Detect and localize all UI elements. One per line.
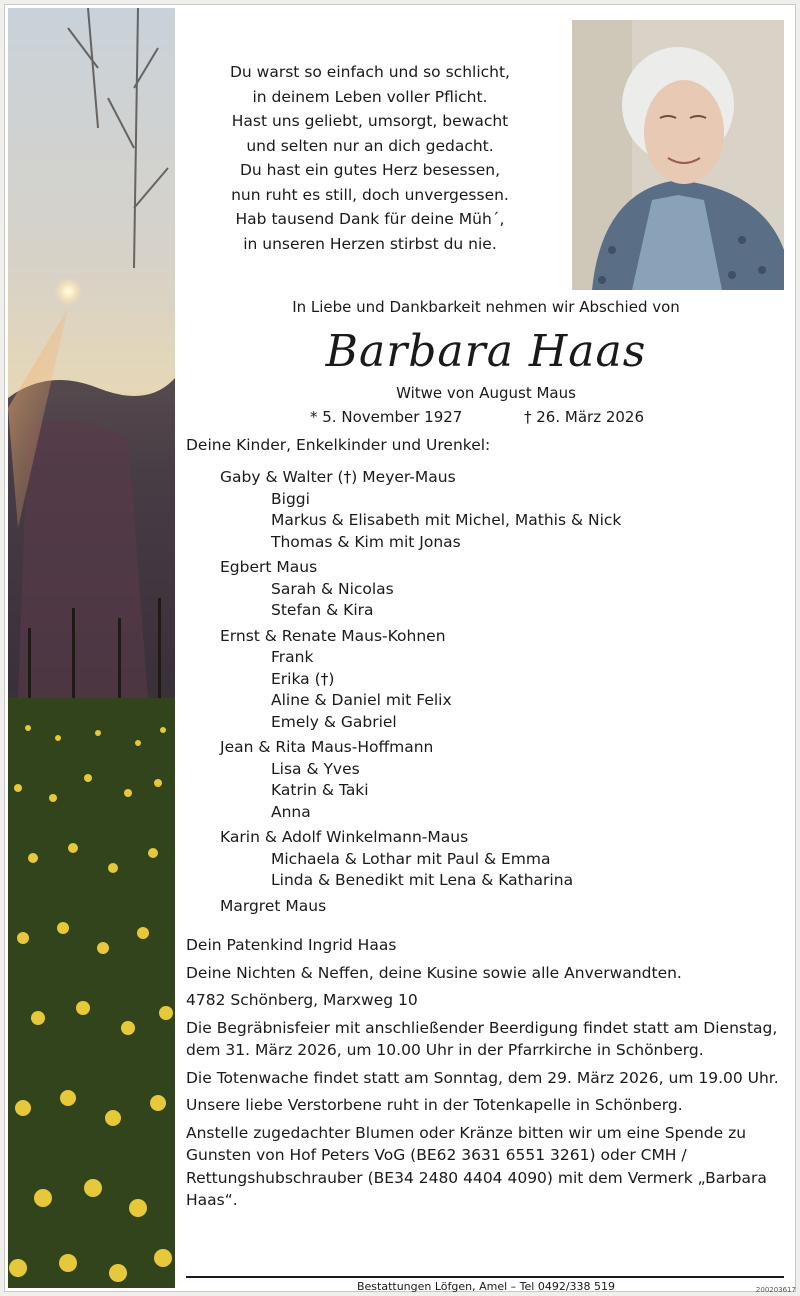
family-child: Sarah & Nicolas (271, 579, 394, 598)
daffodil-landscape-image (8, 8, 175, 1288)
notice-details (186, 934, 792, 1217)
family-group (180, 626, 792, 734)
death-date: † 26. März 2026 (524, 408, 645, 426)
poem-line: Du warst so einfach und so schlicht, (230, 63, 510, 81)
family-list (180, 463, 792, 917)
birth-date: * 5. November 1927 (310, 408, 463, 426)
family-parent: Karin & Adolf Winkelmann-Maus (220, 828, 469, 846)
relatives: Deine Nichten & Neffen, deine Kusine sowie alle Anverwandten. (186, 963, 682, 982)
family-child: Frank (271, 648, 314, 666)
family-parent: Jean & Rita Maus-Hoffmann (220, 738, 434, 756)
family-group (180, 467, 792, 553)
family-child: Aline & Daniel mit Felix (271, 691, 452, 709)
resting-place: Unsere liebe Verstorbene ruht in der Totenkapelle in Schönberg. (186, 1096, 683, 1114)
godchild: Dein Patenkind Ingrid Haas (186, 936, 397, 954)
undertaker-footer: Bestattungen Löfgen, Amel – Tel 0492/338 519 (356, 1280, 616, 1293)
family-child: Lisa & Yves (271, 759, 360, 778)
family-parent: Ernst & Renate Maus-Kohnen (220, 626, 446, 645)
address: 4782 Schönberg, Marxweg 10 (186, 991, 418, 1009)
family-group (180, 896, 792, 918)
family-parent: Egbert Maus (220, 558, 318, 576)
family-child: Thomas & Kim mit Jonas (271, 532, 461, 551)
wake-info: Die Totenwache findet statt am Sonntag, dem 29. März 2026, um 19.00 Uhr. (186, 1068, 779, 1087)
family-child: Anna (271, 802, 311, 821)
family-heading: Deine Kinder, Enkelkinder und Urenkel: (186, 436, 491, 454)
portrait-photo (572, 20, 784, 290)
family-child: Emely & Gabriel (271, 712, 397, 731)
family-parent: Gaby & Walter (†) Meyer-Maus (220, 468, 456, 486)
donation-request: Anstelle zugedachter Blumen oder Kränze bitten wir um eine Spende zu Gunsten von Hof Peters VoG (BE62 3631 6551 3261) oder CMH / Rettungshubschrauber (BE34 2480 4404 4090) mit dem Vermerk „Barbara Haas“. (186, 1123, 767, 1209)
family-group (180, 737, 792, 823)
poem-line: in unseren Herzen stirbst du nie. (243, 234, 497, 253)
funeral-info: Die Begräbnisfeier mit anschließender Beerdigung findet statt am Dienstag, dem 31. März 2026, um 10.00 Uhr in der Pfarrkirche in Schönberg. (186, 1018, 778, 1059)
poem-line: in deinem Leben voller Pflicht. (252, 87, 488, 106)
family-child: Erika (†) (271, 669, 335, 688)
family-child: Biggi (271, 489, 310, 508)
family-child: Linda & Benedikt mit Lena & Katharina (271, 871, 574, 889)
ad-code: 200203617 (755, 1286, 796, 1294)
deceased-name: Barbara Haas (325, 326, 647, 377)
divider (186, 1276, 784, 1278)
family-parent: Margret Maus (220, 896, 327, 915)
poem (180, 60, 560, 256)
family-group (180, 827, 792, 892)
farewell-intro: In Liebe und Dankbarkeit nehmen wir Abschied von (292, 298, 680, 316)
widow-of: Witwe von August Maus (396, 384, 576, 402)
family-child: Markus & Elisabeth mit Michel, Mathis & Nick (271, 511, 622, 529)
family-child: Michaela & Lothar mit Paul & Emma (271, 849, 551, 868)
poem-line: Hab tausend Dank für deine Müh´, (235, 210, 505, 228)
family-child: Stefan & Kira (271, 601, 374, 619)
poem-line: nun ruht es still, doch unvergessen. (231, 185, 509, 204)
family-group (180, 557, 792, 622)
family-child: Katrin & Taki (271, 781, 369, 799)
poem-line: Du hast ein gutes Herz besessen, (239, 161, 500, 179)
poem-line: und selten nur an dich gedacht. (246, 136, 494, 155)
poem-line: Hast uns geliebt, umsorgt, bewacht (231, 112, 509, 130)
